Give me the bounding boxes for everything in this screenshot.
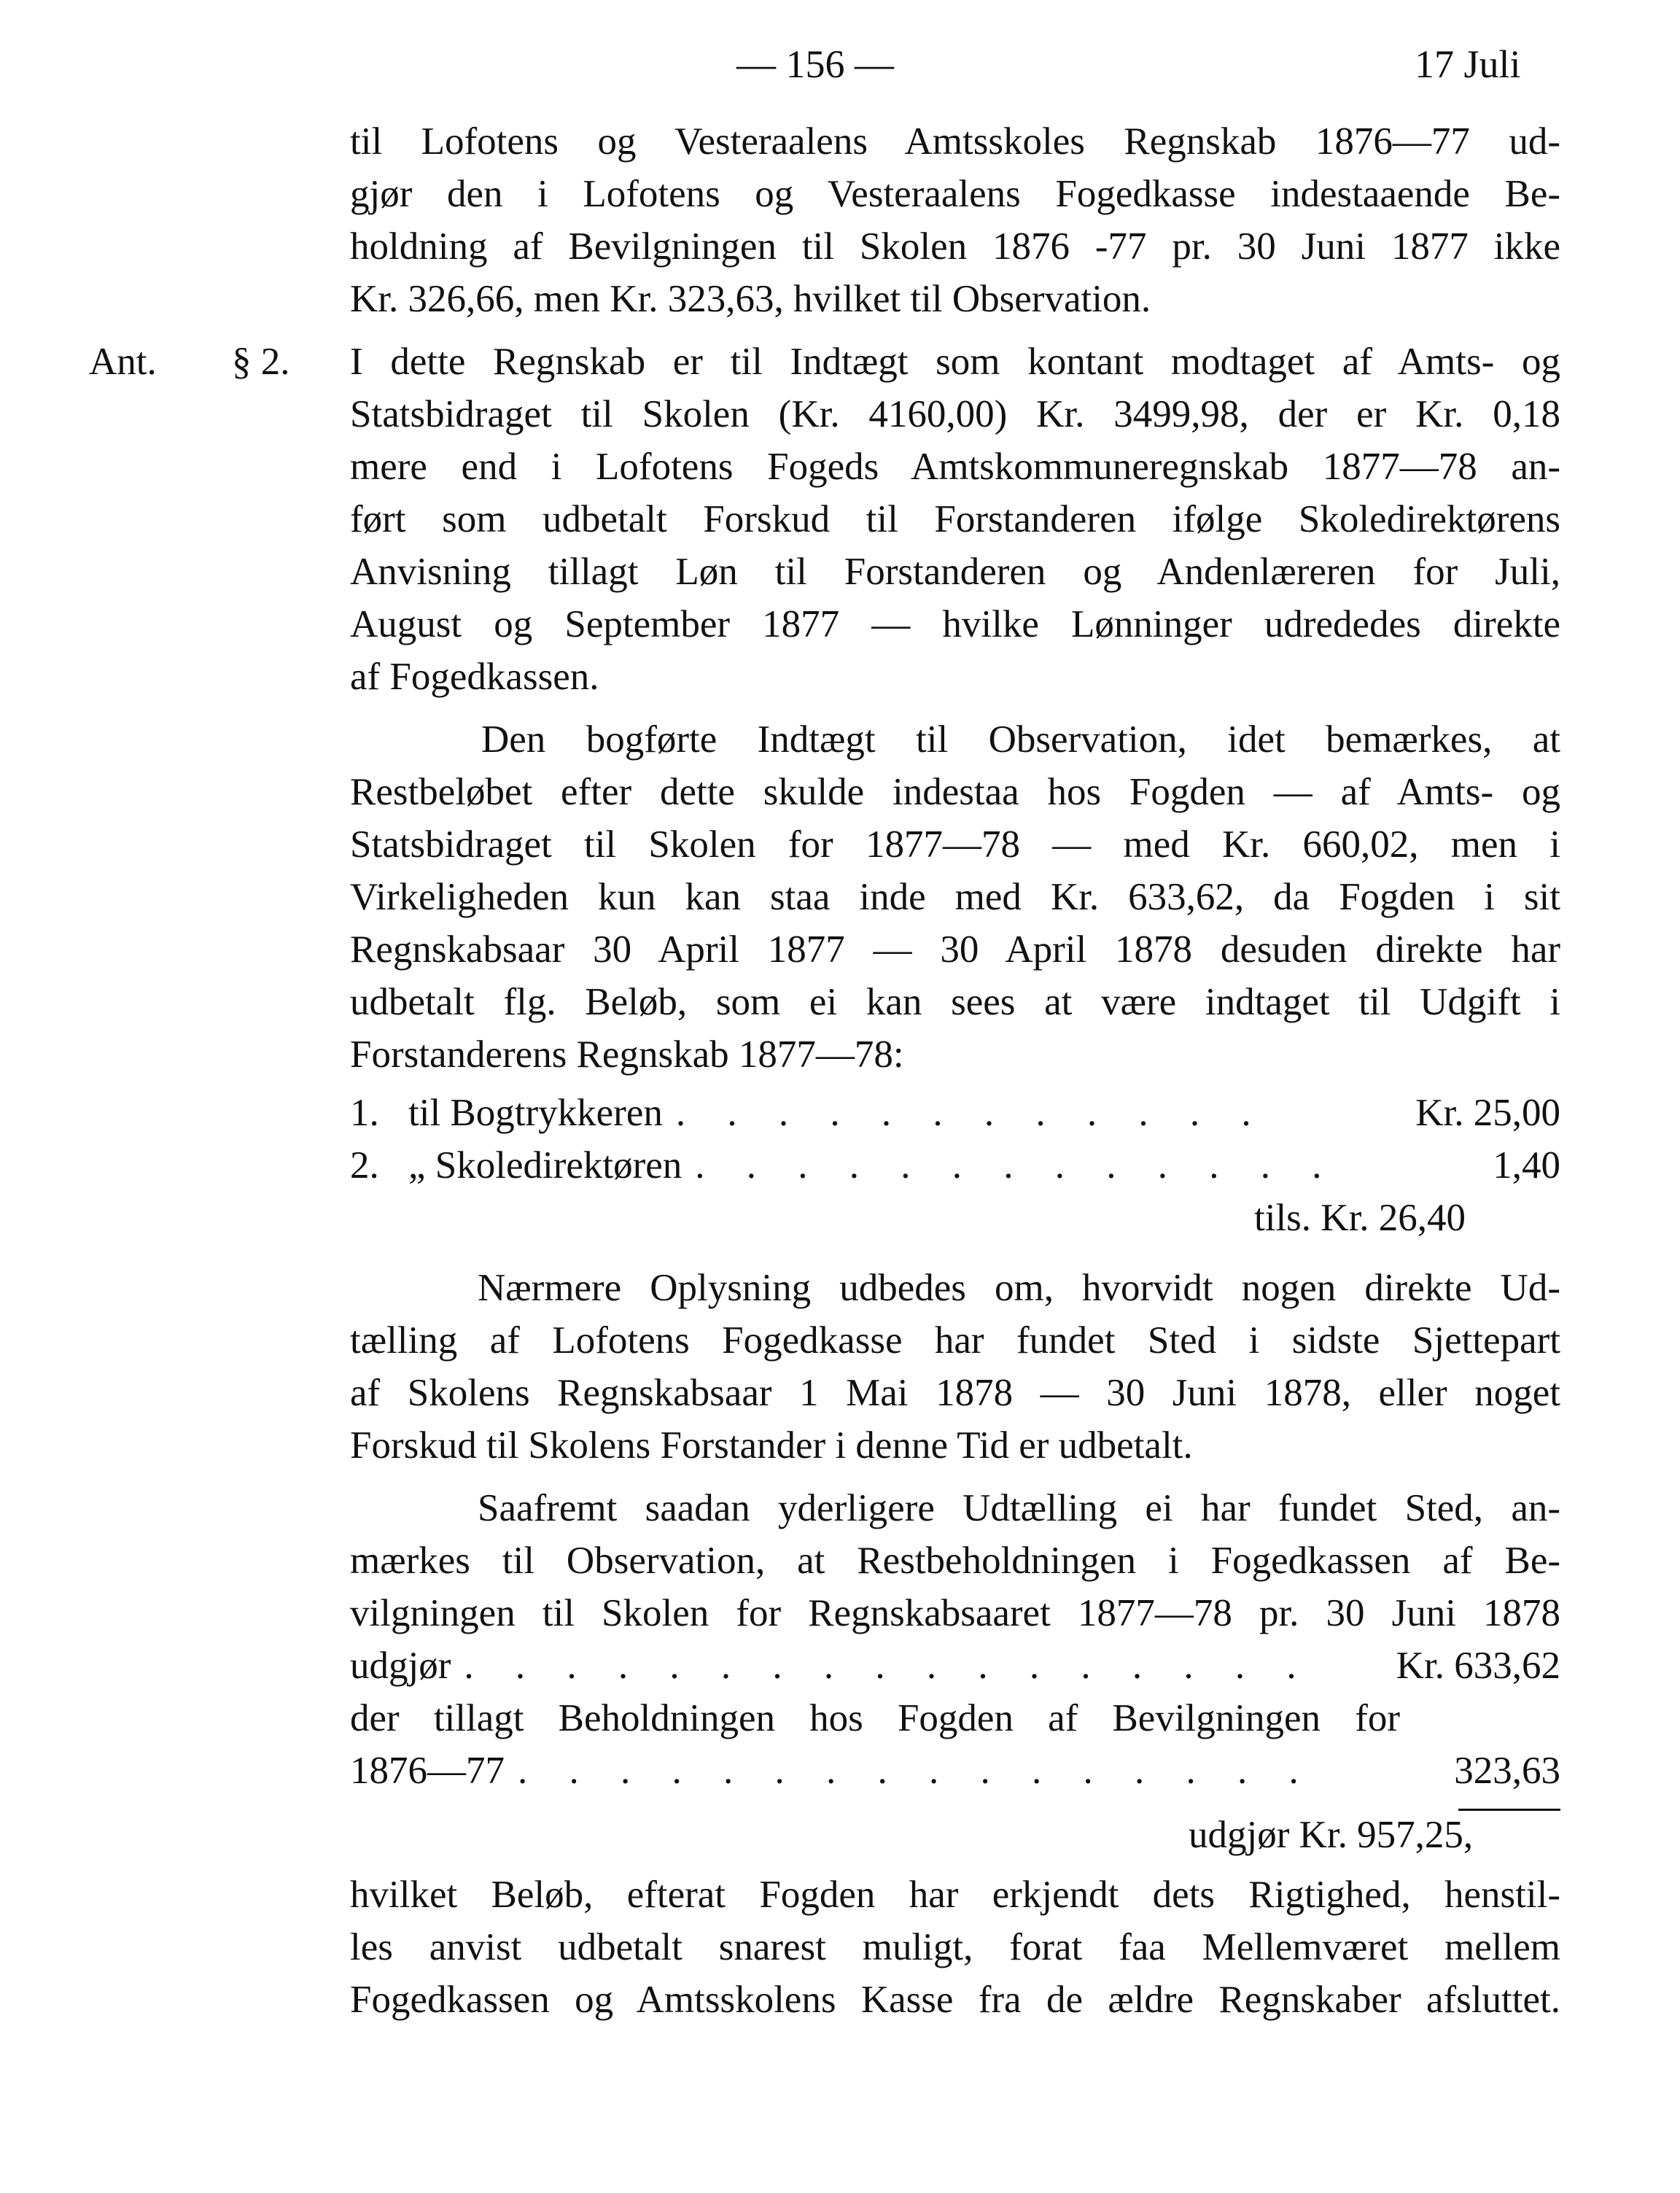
sum-rule [1458, 1809, 1560, 1811]
calc-total: udgjør Kr. 957,25, [1189, 1814, 1474, 1856]
paragraph-line: tælling af Lofotens Fogedkasse har fundet Sted i sidste Sjettepart [350, 1319, 1560, 1362]
page-date: 17 Juli [1415, 42, 1521, 86]
paragraph-line: af Skolens Regnskabsaar 1 Mai 1878 — 30 Juni 1878, eller noget [350, 1372, 1560, 1414]
paragraph-line: ført som udbetalt Forskud til Forstanderen ifølge Skoledirektørens [350, 498, 1560, 540]
item-amount: 1,40 [1493, 1144, 1560, 1187]
list-item [350, 1139, 1560, 1192]
item-number: 1. [350, 1092, 379, 1134]
paragraph-line: mærkes til Observation, at Restbeholdningen i Fogedkassen af Be- [350, 1540, 1560, 1582]
paragraph-line: mere end i Lofotens Fogeds Amtskommuneregnskab 1877—78 an- [350, 446, 1560, 488]
calc-amount: Kr. 633,62 [1396, 1645, 1560, 1687]
paragraph-line: Forskud til Skolens Forstander i denne Tid er udbetalt. [350, 1424, 1193, 1467]
calc-label: 1876—77 [350, 1750, 505, 1792]
calc-row [350, 1744, 1560, 1797]
calc-row [350, 1639, 1560, 1692]
item-label: „ Skoledirektøren [408, 1144, 682, 1187]
paragraph-line: Restbeløbet efter dette skulde indestaa hos Fogden — af Amts- og [350, 771, 1560, 813]
list-total: tils. Kr. 26,40 [1254, 1197, 1466, 1239]
paragraph-line: Virkeligheden kun kan staa inde med Kr. 633,62, da Fogden i sit [350, 876, 1560, 918]
paragraph-line: til Lofotens og Vesteraalens Amtsskoles Regnskab 1876—77 ud- [350, 120, 1560, 163]
paragraph-line: Anvisning tillagt Løn til Forstanderen og Andenlæreren for Juli, [350, 551, 1560, 593]
paragraph-line: August og September 1877 — hvilke Lønninger udrededes direkte [350, 603, 1560, 645]
paragraph-line: vilgningen til Skolen for Regnskabsaaret 1877—78 pr. 30 Juni 1878 [350, 1592, 1560, 1634]
paragraph-line: Nærmere Oplysning udbedes om, hvorvidt nogen direkte Ud- [478, 1267, 1560, 1309]
paragraph-line: udbetalt flg. Beløb, som ei kan sees at være indtaget til Udgift i [350, 981, 1560, 1023]
calc-leader-dots: . . . . . . . . . . . . . . . . . [464, 1645, 1312, 1687]
list-item [350, 1087, 1560, 1139]
paragraph-line: Regnskabsaar 30 April 1877 — 30 April 1878 desuden direkte har [350, 928, 1560, 971]
calc-text: der tillagt Beholdningen hos Fogden af Bevilgningen for [350, 1697, 1400, 1739]
calc-amount: 323,63 [1454, 1750, 1560, 1792]
calc-label: udgjør [350, 1645, 451, 1687]
item-number: 2. [350, 1144, 379, 1187]
paragraph-line: les anvist udbetalt snarest muligt, forat faa Mellemværet mellem [350, 1926, 1560, 1968]
paragraph-line: Fogedkassen og Amtsskolens Kasse fra de ældre Regnskaber afsluttet. [350, 1979, 1560, 2021]
paragraph-line: af Fogedkassen. [350, 656, 599, 698]
paragraph-line: I dette Regnskab er til Indtægt som kontant modtaget af Amts- og [350, 341, 1560, 383]
paragraph-line: gjør den i Lofotens og Vesteraalens Fogedkasse indestaaende Be- [350, 173, 1560, 215]
page-number: — 156 — [736, 42, 894, 86]
item-leader-dots: . . . . . . . . . . . . [675, 1092, 1267, 1134]
section-mark: § 2. [232, 341, 290, 383]
margin-note: Ant. [89, 341, 157, 383]
paragraph-line: Statsbidraget til Skolen for 1877—78 — med Kr. 660,02, men i [350, 823, 1560, 866]
item-leader-dots: . . . . . . . . . . . . . [695, 1144, 1338, 1187]
paragraph-line: Saafremt saadan yderligere Udtælling ei har fundet Sted, an- [478, 1487, 1560, 1529]
paragraph-line: Forstanderens Regnskab 1877—78: [350, 1033, 904, 1076]
calc-leader-dots: . . . . . . . . . . . . . . . . [518, 1750, 1315, 1792]
paragraph-line: Den bogførte Indtægt til Observation, idet bemærkes, at [481, 718, 1560, 761]
paragraph-line: Statsbidraget til Skolen (Kr. 4160,00) Kr. 3499,98, der er Kr. 0,18 [350, 393, 1560, 435]
item-amount: Kr. 25,00 [1415, 1092, 1560, 1134]
paragraph-line: hvilket Beløb, efterat Fogden har erkjendt dets Rigtighed, henstil- [350, 1874, 1560, 1916]
item-label: til Bogtrykkeren [408, 1092, 663, 1134]
paragraph-line: holdning af Bevilgningen til Skolen 1876 -77 pr. 30 Juni 1877 ikke [350, 225, 1560, 268]
paragraph-line: Kr. 326,66, men Kr. 323,63, hvilket til Observation. [350, 278, 1151, 320]
